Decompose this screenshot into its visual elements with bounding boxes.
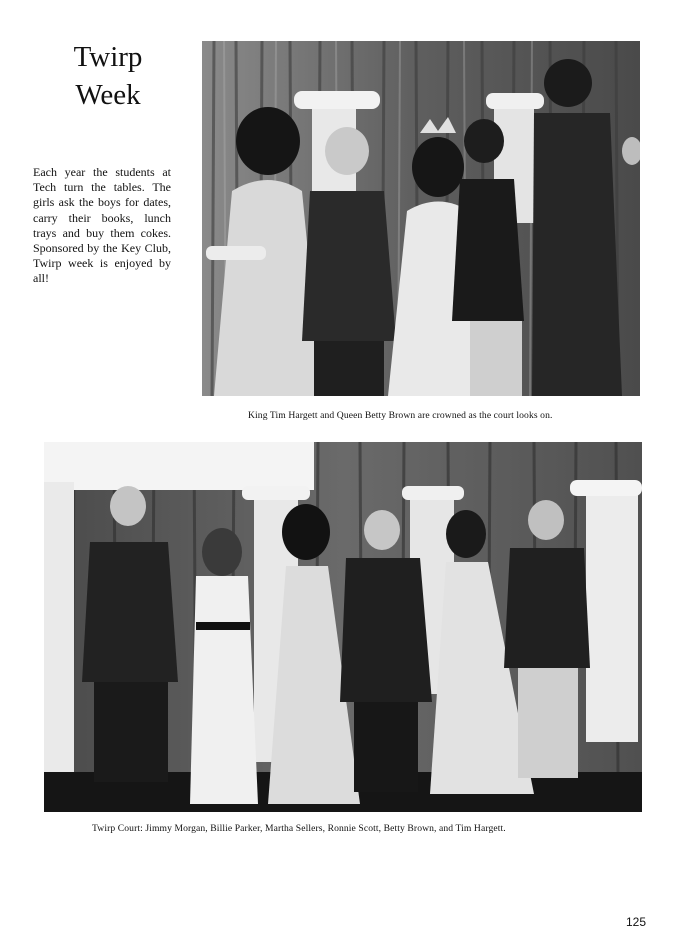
title-line-1: Twirp — [73, 41, 143, 73]
coronation-photo-illustration — [202, 41, 640, 396]
coronation-photo — [202, 41, 640, 396]
twirp-court-caption: Twirp Court: Jimmy Morgan, Billie Parker, Martha Sellers, Ronnie Scott, Betty Brown, and Tim Hargett. — [92, 823, 506, 834]
twirp-court-photo-illustration — [44, 442, 642, 812]
page-number: 125 — [626, 915, 647, 929]
title-line-2: Week — [75, 79, 141, 111]
twirp-court-photo — [44, 442, 642, 812]
intro-paragraph: Each year the students at Tech turn the tables. The girls ask the boys for dates, carry their books, lunch trays and buy them cokes. Sponsored by the Key Club, Twirp week is enjoyed by all! — [33, 165, 171, 286]
coronation-caption: King Tim Hargett and Queen Betty Brown are crowned as the court looks on. — [248, 410, 553, 421]
page-title — [48, 38, 168, 114]
